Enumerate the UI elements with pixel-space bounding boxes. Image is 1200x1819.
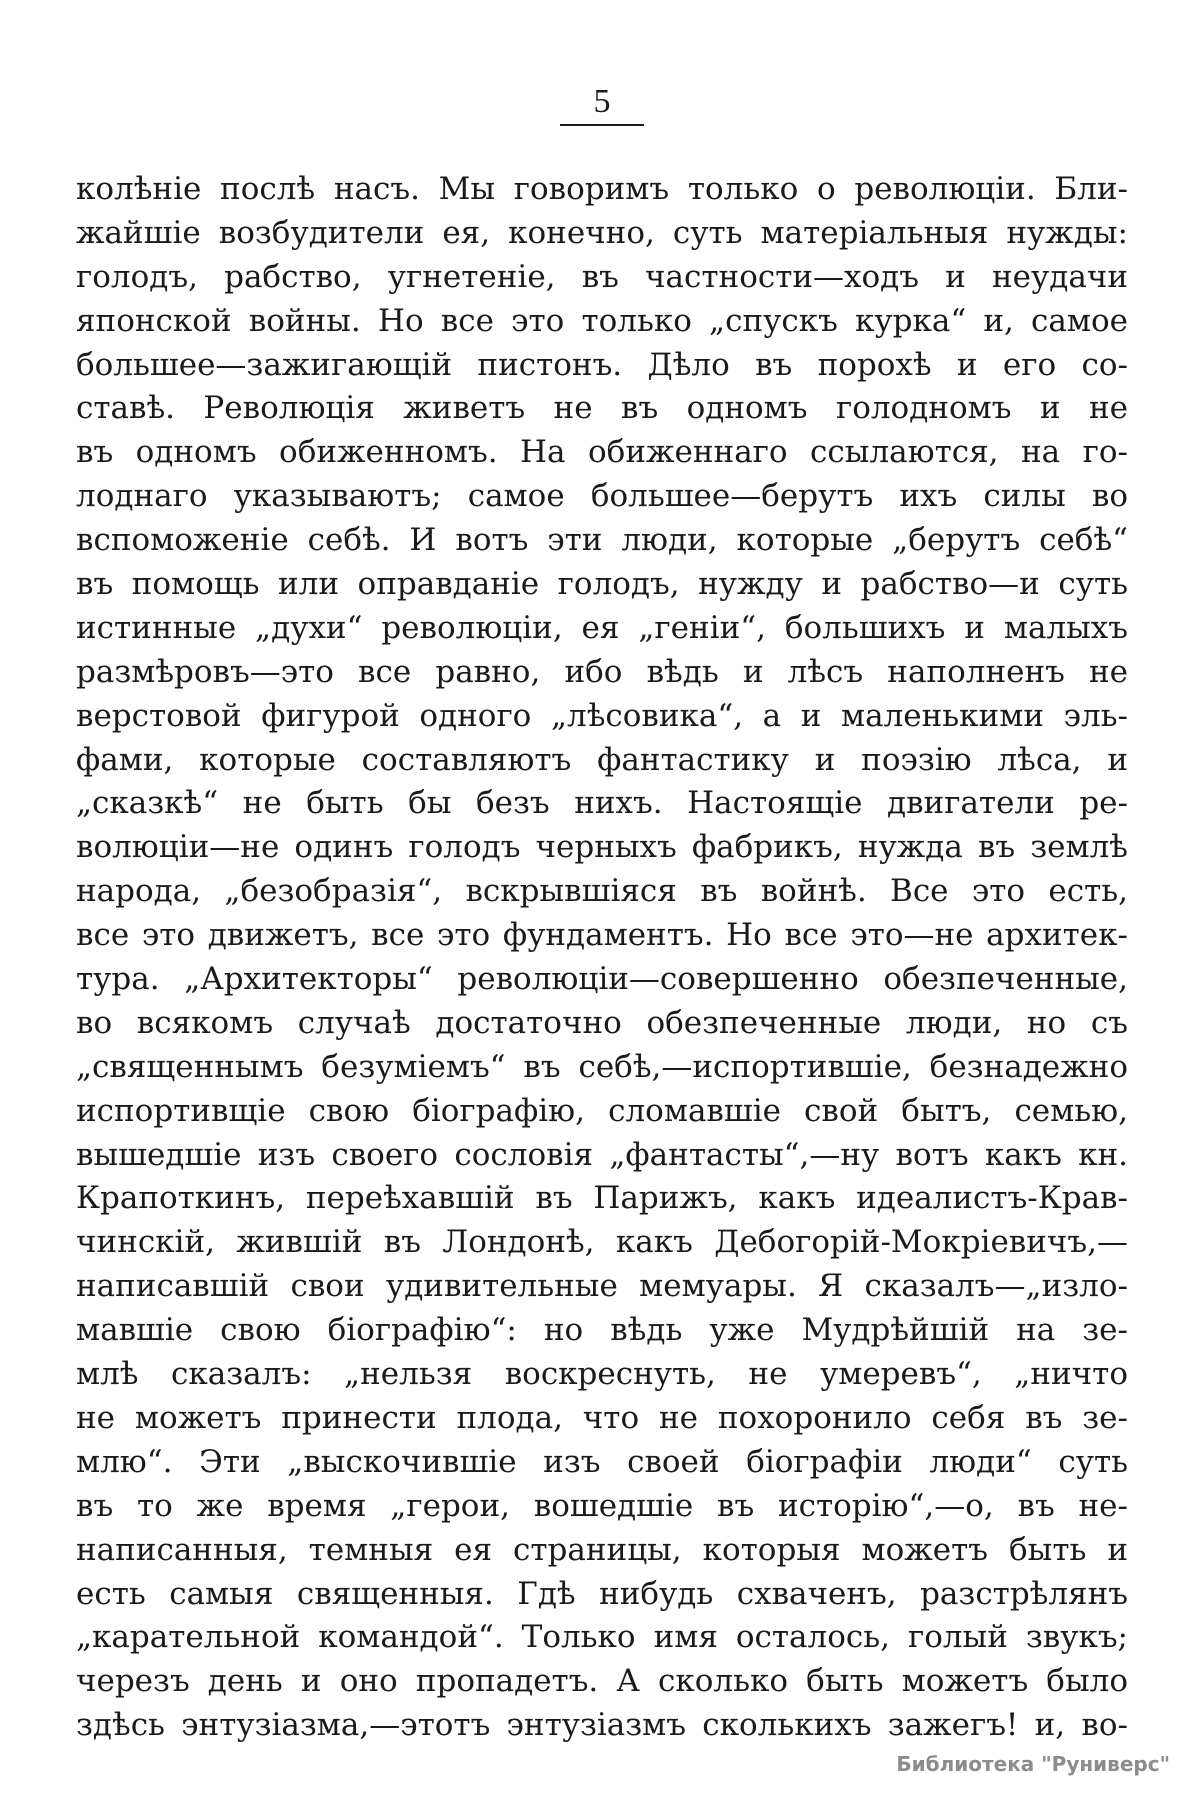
text-line: „священнымъ безуміемъ“ въ себѣ,—испортившіе, безнадежно xyxy=(76,1048,1128,1085)
text-line: чинскій, жившій въ Лондонѣ, какъ Дебогорій-Мокріевичъ,— xyxy=(76,1224,1128,1261)
page-number: 5 xyxy=(593,83,611,120)
text-line: испортивщіе свою біографію, сломавшіе свой бытъ, семью, xyxy=(76,1092,1128,1129)
text-line: здѣсь энтузіазма,—этотъ энтузіазмъ сколькихъ зажегъ! и, во- xyxy=(76,1707,1128,1744)
body-text xyxy=(76,168,1128,1748)
text-line: большее—зажигающій пистонъ. Дѣло въ порохѣ и его со- xyxy=(76,346,1128,383)
text-line: японской войны. Но все это только „спускъ курка“ и, самое xyxy=(76,302,1128,339)
text-line: ставѣ. Революція живетъ не въ одномъ голодномъ и не xyxy=(76,390,1128,427)
page-number-rule xyxy=(560,124,644,126)
text-line: въ то же время „герои, вошедшіе въ исторію“,—о, въ не- xyxy=(76,1487,1128,1524)
text-line: млѣ сказалъ: „нельзя воскреснуть, не умеревъ“, „ничто xyxy=(76,1356,1128,1393)
text-line: въ одномъ обиженномъ. На обиженнаго ссылаются, на го- xyxy=(76,434,1128,471)
library-watermark: Библиотека "Руниверс" xyxy=(896,1752,1170,1776)
text-line: Крапоткинъ, переѣхавшій въ Парижъ, какъ идеалистъ-Крав- xyxy=(76,1180,1128,1217)
text-line: все это движетъ, все это фундаментъ. Но все это—не архитек- xyxy=(76,917,1128,954)
text-line: млю“. Эти „выскочившіе изъ своей біографіи люди“ суть xyxy=(76,1443,1128,1480)
text-line: написавшій свои удивительные мемуары. Я сказалъ—„изло- xyxy=(76,1268,1128,1305)
text-line: черезъ день и оно пропадетъ. А сколько быть можетъ было xyxy=(76,1663,1128,1700)
text-line: верстовой фигурой одного „лѣсовика“, а и маленькими эль- xyxy=(76,697,1128,734)
text-line: колѣніе послѣ насъ. Мы говоримъ только о революціи. Бли- xyxy=(76,171,1128,207)
text-line: во всякомъ случаѣ достаточно обезпеченные люди, но съ xyxy=(76,1004,1128,1041)
text-line: фами, которые составляютъ фантастику и поэзію лѣса, и xyxy=(76,741,1128,778)
text-line: „сказкѣ“ не быть бы безъ нихъ. Настоящіе двигатели ре- xyxy=(76,785,1128,822)
text-line: лоднаго указываютъ; самое большее—берутъ ихъ силы во xyxy=(76,478,1128,515)
text-line: истинные „духи“ революціи, ея „геніи“, большихъ и малыхъ xyxy=(76,609,1128,646)
text-line: „карательной командой“. Только имя осталось, голый звукъ; xyxy=(76,1619,1128,1656)
text-line: народа, „безобразія“, вскрывшіяся въ войнѣ. Все это есть, xyxy=(76,873,1128,910)
text-line: не можетъ принести плода, что не похоронило себя въ зе- xyxy=(76,1399,1128,1436)
text-line: голодъ, рабство, угнетеніе, въ частности—ходъ и неудачи xyxy=(76,258,1128,295)
text-line: тура. „Архитекторы“ революціи—совершенно обезпеченные, xyxy=(76,961,1128,998)
text-line: есть самыя священныя. Гдѣ нибудь схваченъ, разстрѣлянъ xyxy=(76,1575,1128,1612)
text-line: мавшіе свою біографію“: но вѣдь уже Мудрѣйшій на зе- xyxy=(76,1312,1128,1349)
text-line: жайшіе возбудители ея, конечно, суть матеріальныя нужды: xyxy=(76,214,1128,251)
text-line: въ помощь или оправданіе голодъ, нужду и рабство—и суть xyxy=(76,566,1128,603)
text-line: размѣровъ—это все равно, ибо вѣдь и лѣсъ наполненъ не xyxy=(76,653,1128,690)
text-line: вышедшіе изъ своего сословія „фантасты“,—ну вотъ какъ кн. xyxy=(76,1136,1128,1173)
text-line: волюціи—не одинъ голодъ черныхъ фабрикъ, нужда въ землѣ xyxy=(76,829,1128,866)
text-line: вспоможеніе себѣ. И вотъ эти люди, которые „берутъ себѣ“ xyxy=(76,522,1128,559)
text-line: написанныя, темныя ея страницы, которыя можетъ быть и xyxy=(76,1531,1128,1568)
